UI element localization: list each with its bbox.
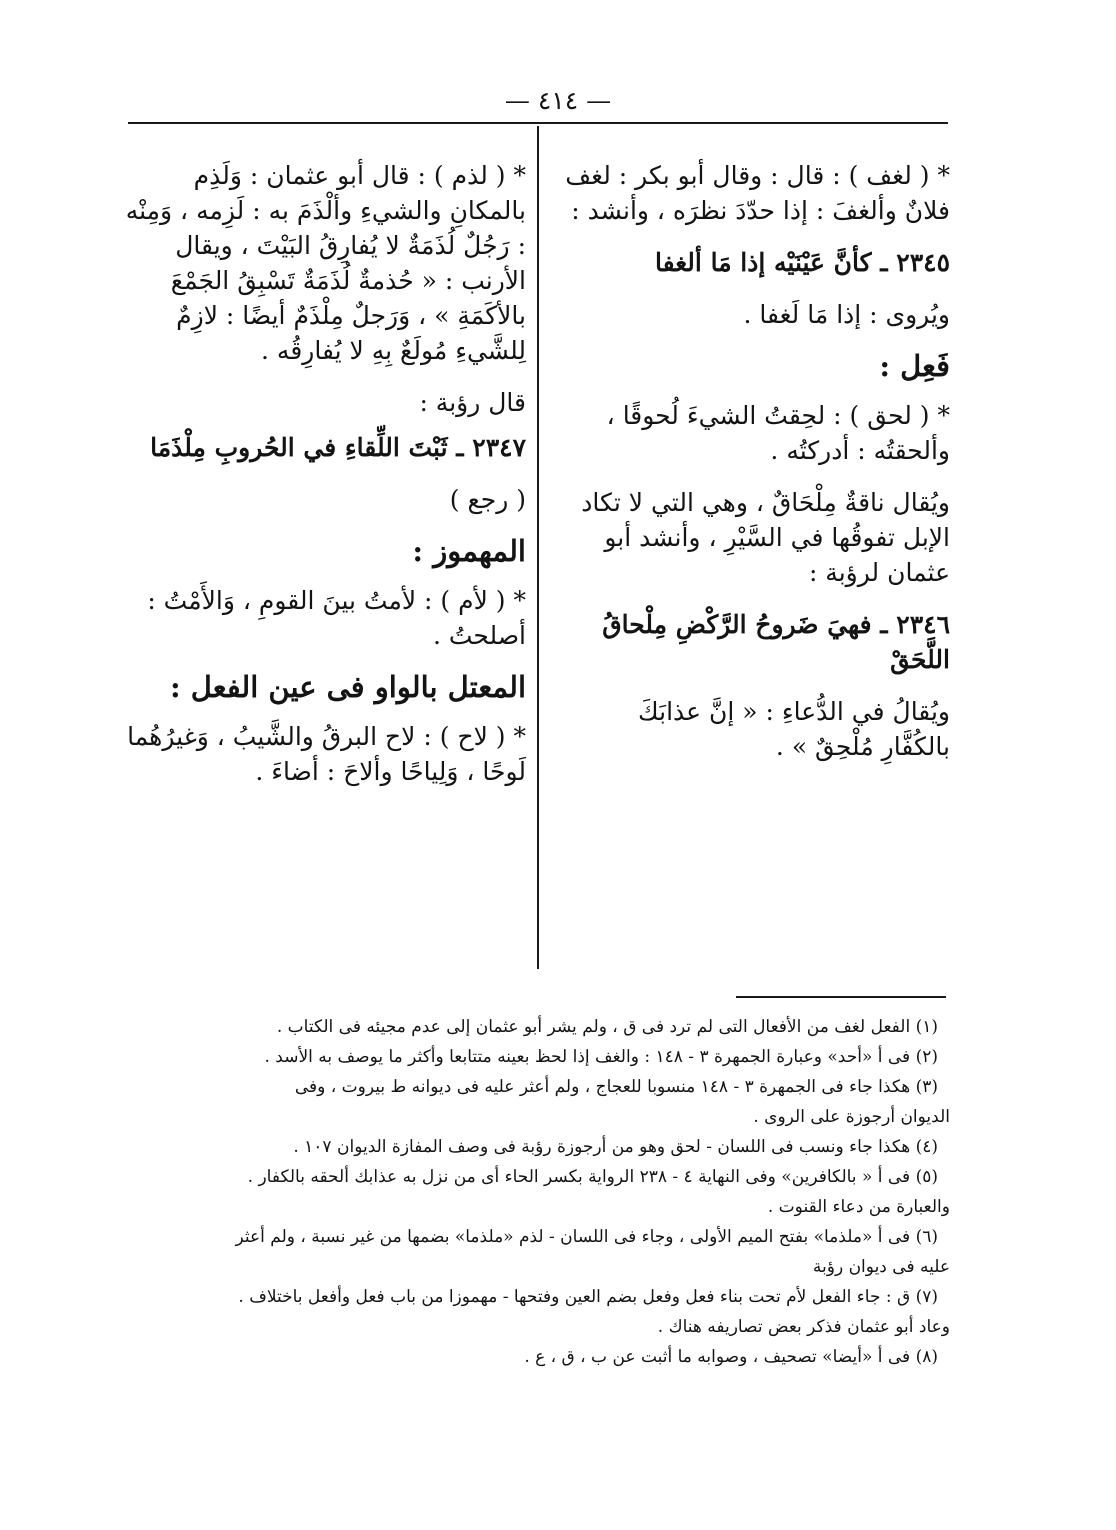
attribution-ruba: قال رؤبة : (419, 388, 526, 417)
footnote-3: (٣) هكذا جاء فى الجمهرة ٣ - ١٤٨ منسوبا للعجاج ، ولم أعثر عليه فى ديوانه ط بيروت ، وفى (294, 1077, 938, 1097)
section-heading-fail: فَعِل : (879, 349, 950, 383)
entry-dua: ويُقالُ في الدُّعاءِ : « إنَّ عذابَكَ بالكُفَّارِ مُلْحِقٌ » . (638, 697, 950, 761)
footnote-1: (١) الفعل لغف من الأفعال التى لم ترد فى ق ، ولم يشر أبو عثمان إلى عدم مجيئه فى الكتاب . (276, 1017, 938, 1037)
entry-laghafa: * ( لغف ) : قال : وقال أبو بكر : لغف فلانٌ وألغفَ : إذا حدّدَ نظرَه ، وأنشد : (565, 161, 950, 225)
entry-laha: * ( لاح ) : لاح البرقُ والشَّيبُ ، وَغيرُهُما لَوحًا ، وَلِياحًا وألاحَ : أضاءَ . (127, 722, 526, 786)
footnote-5: (٥) فى أ « بالكافرين» وفى النهاية ٤ - ٢٣٨ الرواية بكسر الحاء أى من نزل به عذابك ألحقه بالكفار . (247, 1167, 938, 1187)
verse-2345: ٢٣٤٥ ـ كأنَّ عَيْنَيْه إذا مَا ألغفا (654, 248, 950, 277)
footnote-7: (٧) ق : جاء الفعل لأم تحت بناء فعل وفعل بضم العين وفتحها - مهموزا من باب فعل وأفعل باختلاف . (238, 1287, 938, 1307)
footnote-5-continued: والعبارة من دعاء القنوت . (767, 1197, 950, 1217)
variant-reading: ويُروى : إذا مَا لَغفا . (743, 300, 950, 329)
verse-2346: ٢٣٤٦ ـ فهيَ ضَروحُ الرَّكْضِ مِلْحاقُ اللَّحَقْ (602, 610, 950, 674)
entry-laama: * ( لأم ) : لأمتُ بينَ القومِ ، وَالأَمْتُ : أصلحتُ . (147, 586, 526, 650)
verse-2347: ٢٣٤٧ ـ ثَبْتَ اللِّقاءِ في الحُروبِ مِلْذَمَا (150, 433, 526, 462)
footnote-7-continued: وعاد أبو عثمان فذكر بعض تصاريفه هناك . (657, 1317, 950, 1337)
footnote-6-continued: عليه فى ديوان رؤبة (812, 1257, 950, 1277)
footnote-rule (736, 996, 946, 998)
entry-milhaq: ويُقال ناقةٌ مِلْحَاقٌ ، وهي التي لا تكاد الإبل تفوقُها في السَّيْرِ ، وأنشد أبو عثمان لرؤبة : (581, 488, 950, 587)
footnotes (130, 1012, 950, 1372)
footnote-3-continued: الديوان أرجوزة على الروى . (753, 1107, 950, 1127)
section-heading-mahmuz: المهموز : (412, 534, 526, 568)
entry-ladhima: * ( لذم ) : قال أبو عثمان : وَلَذِم بالمكانِ والشيءِ وألْذَمَ به : لَزِمه ، وَمِنْه : رَجُلٌ لُذَمَةٌ لا يُفارِقُ البَيْتَ ، ويقال الأرنب : « حُذمةٌ لُذَمَةٌ تَسْبِقُ الجَمْعَ بالأكَمَةِ » ، وَرَجلٌ مِلْذَمٌ أيضًا : لازِمٌ لِلشَّيءِ مُولَعٌ بِهِ لا يُفارِقُه . (125, 161, 526, 365)
entry-lahiqa: * ( لحق ) : لحِقتُ الشيءَ لُحوقًا ، وألحقتُه : أدركتُه . (606, 401, 950, 465)
cross-reference: ( رجع ) (449, 485, 526, 514)
footnote-6: (٦) فى أ «ملذما» بفتح الميم الأولى ، وجاء فى اللسان - لذم «ملذما» بضمها من غير نسبة ، ولم أعثر (235, 1227, 938, 1247)
column-divider (537, 126, 539, 969)
footnote-8: (٨) فى أ «أيضا» تصحيف ، وصوابه ما أثبت عن ب ، ق ، ع . (524, 1347, 938, 1367)
section-heading-mutal: المعتل بالواو فى عين الفعل : (169, 670, 526, 704)
page-number: — ٤١٤ — (504, 86, 612, 115)
header-rule (128, 122, 948, 124)
footnote-2: (٢) فى أ «أحد» وعبارة الجمهرة ٣ - ١٤٨ : والغف إذا لحظ بعينه متتابعا وأكثر ما يوصف به الأسد . (264, 1047, 938, 1067)
right-column (562, 158, 950, 781)
footnote-4: (٤) هكذا جاء ونسب فى اللسان - لحق وهو من أرجوزة رؤبة فى وصف المفازة الديوان ١٠٧ . (293, 1137, 938, 1157)
left-column (122, 158, 526, 806)
